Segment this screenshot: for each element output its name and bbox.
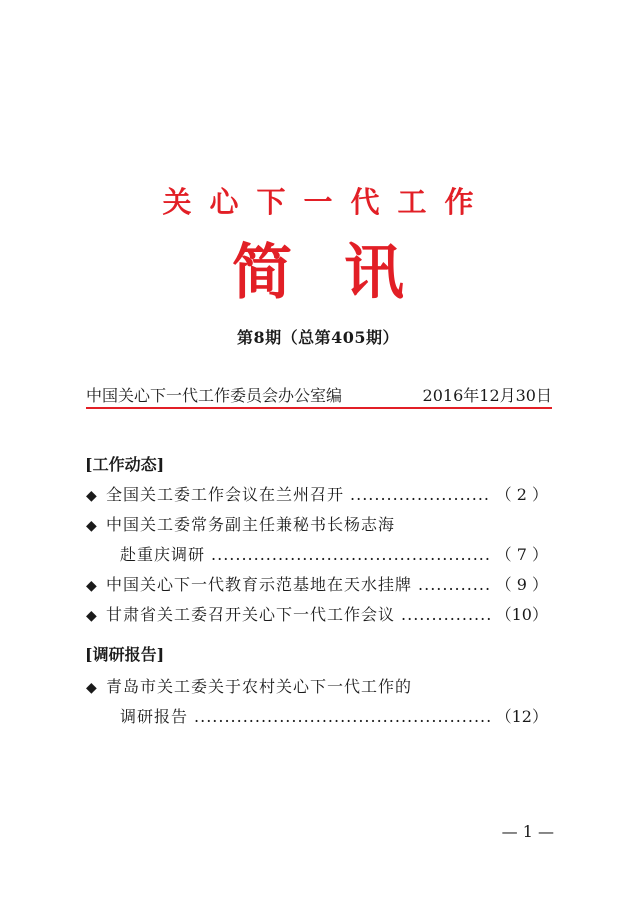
section-heading-work-news: [工作动态] bbox=[85, 455, 165, 474]
toc-entry[interactable] bbox=[86, 572, 548, 595]
series-title: 关心下一代工作 bbox=[162, 185, 492, 219]
toc-entry-continuation[interactable] bbox=[86, 542, 548, 565]
toc-entry[interactable] bbox=[86, 512, 548, 535]
section-heading-research-report: [调研报告] bbox=[85, 645, 165, 664]
diamond-bullet-icon: ◆ bbox=[86, 518, 97, 534]
publication-meta bbox=[86, 383, 552, 406]
toc-leader-dots bbox=[194, 707, 490, 726]
toc-leader-dots bbox=[350, 485, 490, 504]
toc-page-number: （ 7 ） bbox=[495, 545, 548, 564]
toc-leader-dots bbox=[418, 575, 490, 594]
toc-page-number: （ 9 ） bbox=[495, 575, 548, 594]
toc-page-number: （12） bbox=[495, 707, 548, 726]
toc-entry-continuation[interactable] bbox=[86, 704, 548, 727]
editor-line: 中国关心下一代工作委员会办公室编 bbox=[86, 386, 343, 405]
page-folio: — 1 — bbox=[501, 822, 554, 841]
toc-leader-dots bbox=[211, 545, 490, 564]
toc-entry[interactable] bbox=[86, 602, 548, 625]
toc-entry-title: 青岛市关工委关于农村关心下一代工作的 bbox=[106, 677, 413, 696]
toc-page-number: （10） bbox=[495, 605, 548, 624]
main-title: 简讯 bbox=[232, 238, 456, 308]
diamond-bullet-icon: ◆ bbox=[86, 488, 97, 504]
publication-date: 2016年12月30日 bbox=[422, 386, 552, 405]
toc-entry-title-cont: 调研报告 bbox=[120, 707, 189, 726]
toc-entry-title: 甘肃省关工委召开关心下一代工作会议 bbox=[106, 605, 396, 624]
toc-leader-dots bbox=[401, 605, 490, 624]
toc-entry-title-cont: 赴重庆调研 bbox=[120, 545, 206, 564]
toc-entry-title: 中国关工委常务副主任兼秘书长杨志海 bbox=[106, 515, 396, 534]
toc-entry[interactable] bbox=[86, 674, 548, 697]
toc-entry-title: 全国关工委工作会议在兰州召开 bbox=[106, 485, 345, 504]
issue-number: 第8期（总第405期） bbox=[236, 328, 400, 347]
toc-entry-title: 中国关心下一代教育示范基地在天水挂牌 bbox=[106, 575, 413, 594]
diamond-bullet-icon: ◆ bbox=[86, 578, 97, 594]
header-divider bbox=[86, 407, 552, 409]
diamond-bullet-icon: ◆ bbox=[86, 680, 97, 696]
toc-entry[interactable] bbox=[86, 482, 548, 505]
toc-page-number: （ 2 ） bbox=[495, 485, 548, 504]
diamond-bullet-icon: ◆ bbox=[86, 608, 97, 624]
